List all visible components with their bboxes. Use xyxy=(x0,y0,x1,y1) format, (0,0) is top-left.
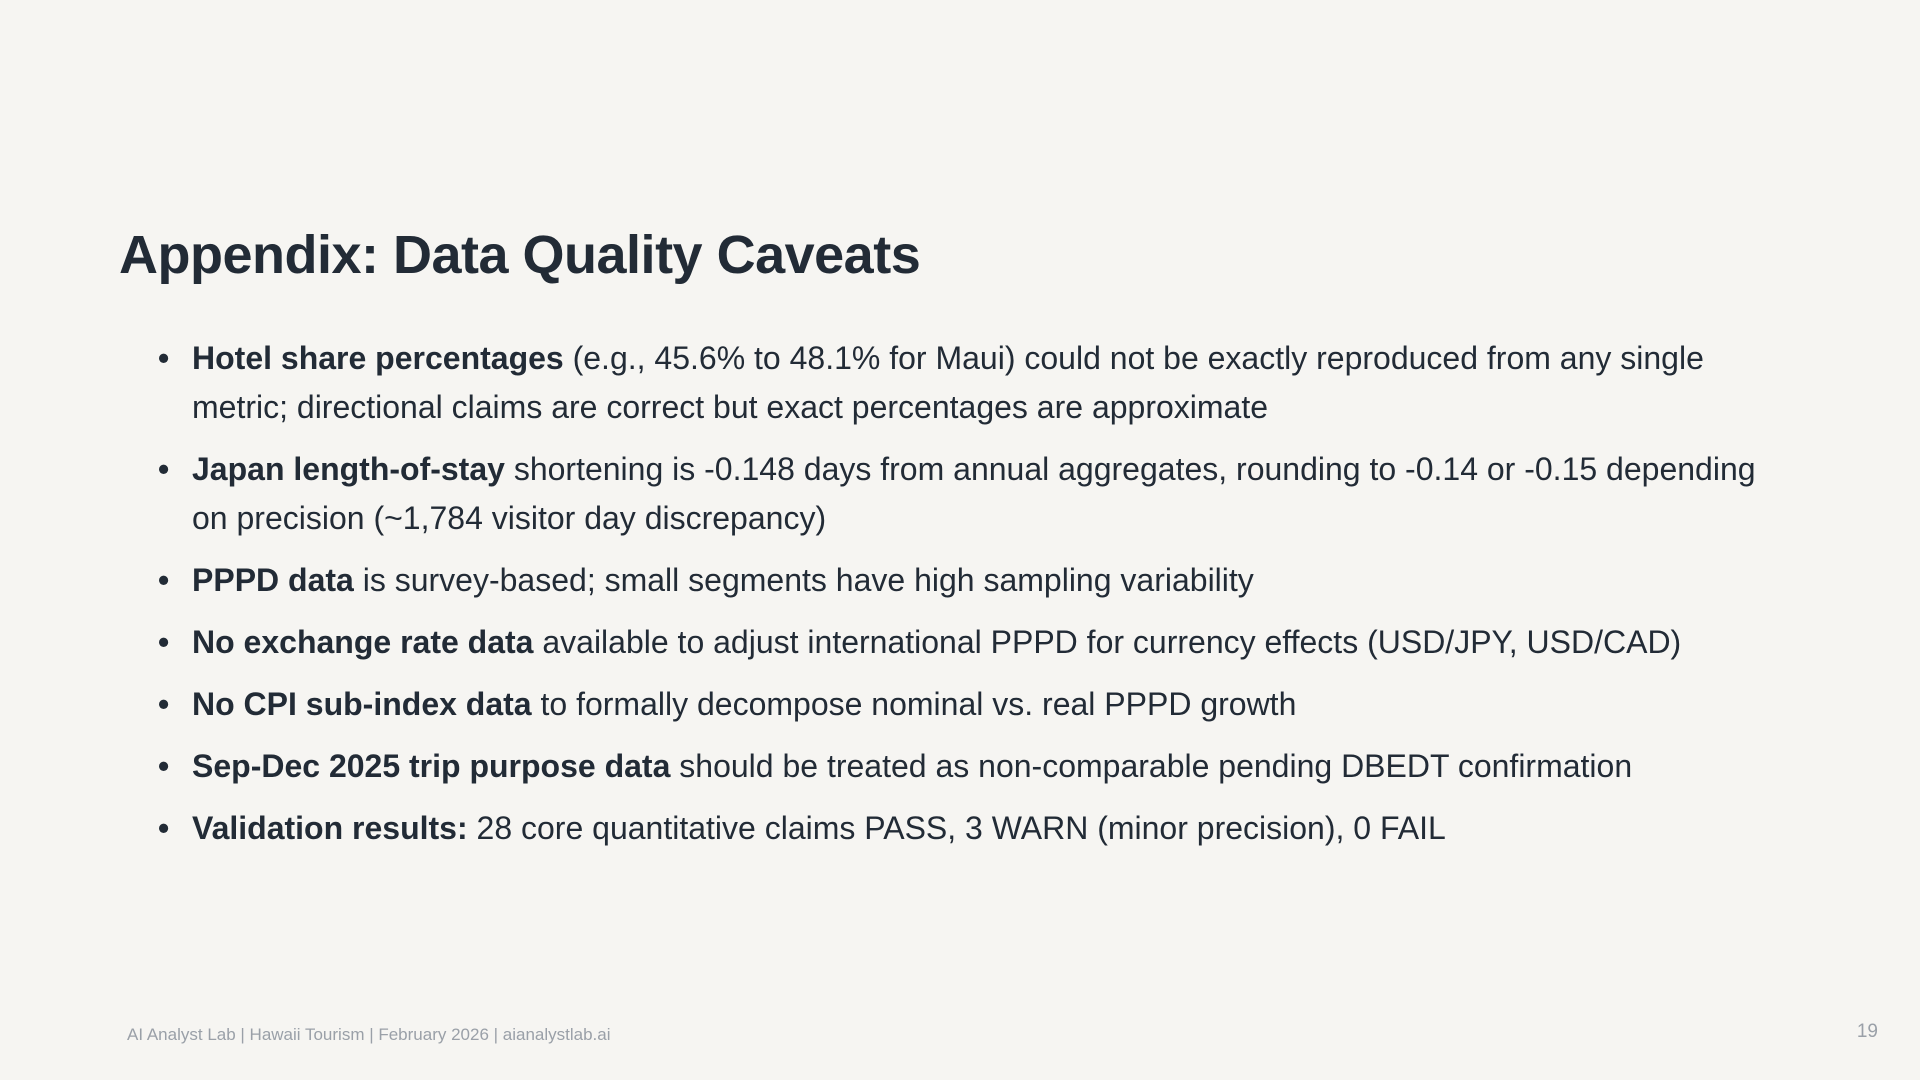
caveat-lead: Sep-Dec 2025 trip purpose data xyxy=(192,748,671,784)
caveat-item xyxy=(158,334,1798,432)
caveat-text: should be treated as non-comparable pending DBEDT confirmation xyxy=(670,748,1633,784)
caveat-item xyxy=(158,445,1798,543)
caveat-item xyxy=(158,742,1798,791)
caveat-item xyxy=(158,618,1798,667)
caveat-lead: Hotel share percentages xyxy=(192,340,564,376)
caveat-text: 28 core quantitative claims PASS, 3 WARN (minor precision), 0 FAIL xyxy=(467,810,1446,846)
bullet-dot: • xyxy=(158,340,170,376)
bullet-dot: • xyxy=(158,624,170,660)
caveat-item xyxy=(158,556,1798,605)
caveat-lead: PPPD data xyxy=(192,562,354,598)
bullet-dot: • xyxy=(158,451,170,487)
page-number: 19 xyxy=(1856,1021,1878,1042)
slide-title: Appendix: Data Quality Caveats xyxy=(119,225,921,285)
slide-footer: AI Analyst Lab | Hawaii Tourism | February 2026 | aianalystlab.ai xyxy=(127,1025,611,1044)
bullet-dot: • xyxy=(158,810,170,846)
bullet-dot: • xyxy=(158,562,170,598)
caveat-text: is survey-based; small segments have high sampling variability xyxy=(353,562,1254,598)
caveat-text: to formally decompose nominal vs. real PPPD growth xyxy=(531,686,1297,722)
caveat-list xyxy=(158,334,1798,866)
bullet-dot: • xyxy=(158,748,170,784)
caveat-item xyxy=(158,680,1798,729)
caveat-text: shortening is -0.148 days from annual aggregates, rounding to -0.14 or -0.15 depending on precision (~1,784 visitor day discrepancy) xyxy=(192,451,1756,536)
caveat-lead: No CPI sub-index data xyxy=(192,686,532,722)
caveat-lead: Validation results: xyxy=(192,810,468,846)
caveat-lead: Japan length-of-stay xyxy=(192,451,505,487)
caveat-lead: No exchange rate data xyxy=(192,624,534,660)
bullet-dot: • xyxy=(158,686,170,722)
caveat-item xyxy=(158,804,1798,853)
caveat-text: available to adjust international PPPD for currency effects (USD/JPY, USD/CAD) xyxy=(533,624,1682,660)
caveat-text: (e.g., 45.6% to 48.1% for Maui) could not be exactly reproduced from any single metric; directional claims are correct but exact percentages are approximate xyxy=(192,340,1704,425)
